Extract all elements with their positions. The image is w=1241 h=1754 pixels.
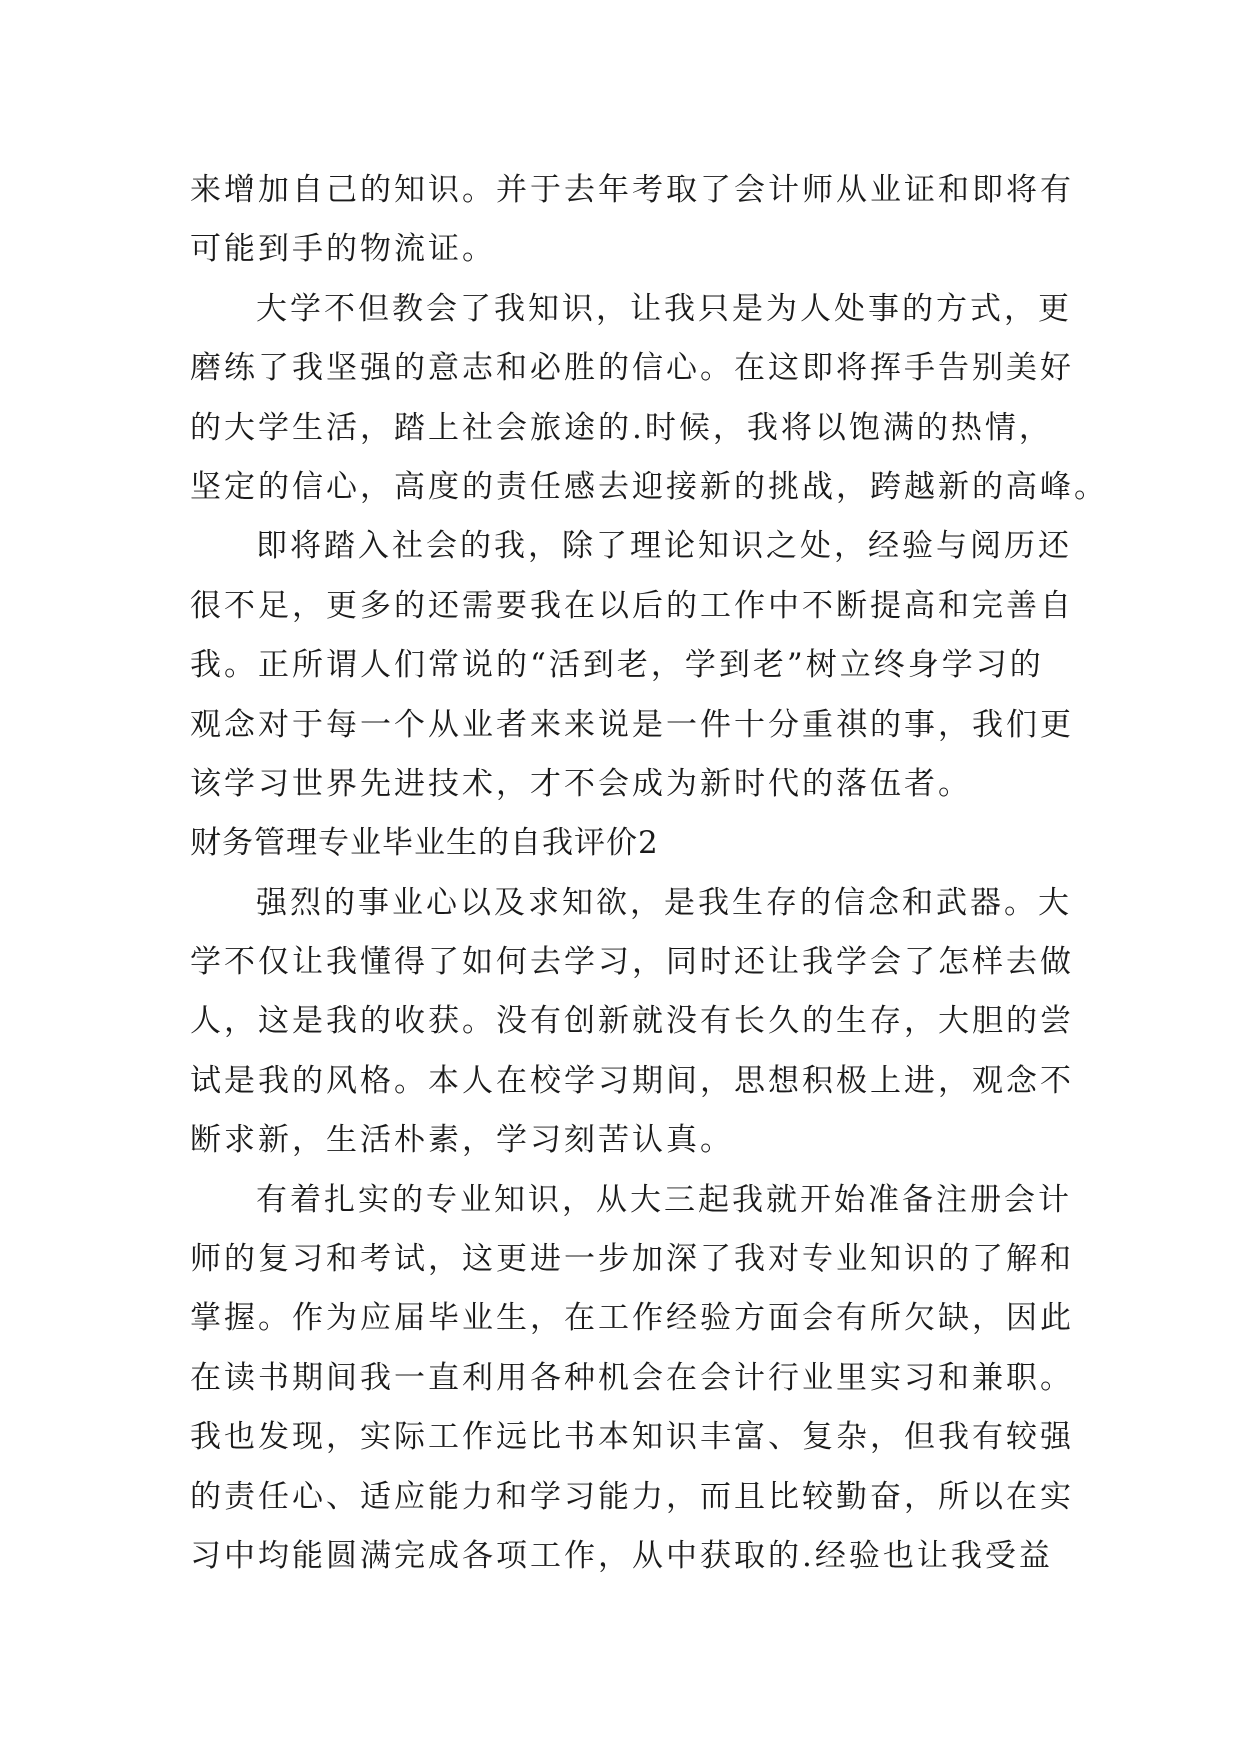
text-line: 学不仅让我懂得了如何去学习，同时还让我学会了怎样去做 bbox=[190, 944, 1074, 981]
text-line: 在读书期间我一直利用各种机会在会计行业里实习和兼职。 bbox=[190, 1359, 1074, 1396]
text-line: 可能到手的物流证。 bbox=[190, 231, 496, 268]
text-line: 试是我的风格。本人在校学习期间，思想积极上进，观念不 bbox=[190, 1062, 1074, 1099]
text-line: 磨练了我坚强的意志和必胜的信心。在这即将挥手告别美好 bbox=[190, 350, 1074, 387]
paragraph-first-line: 大学不但教会了我知识，让我只是为人处事的方式，更 bbox=[256, 290, 1072, 327]
text-line: 我。正所谓人们常说的“活到老，学到老”树立终身学习的 bbox=[190, 647, 1044, 684]
text-line: 断求新，生活朴素，学习刻苦认真。 bbox=[190, 1122, 734, 1159]
text-line: 该学习世界先进技术，才不会成为新时代的落伍者。 bbox=[190, 765, 972, 802]
text-line: 很不足，更多的还需要我在以后的工作中不断提高和完善自 bbox=[190, 587, 1074, 624]
text-line: 掌握。作为应届毕业生，在工作经验方面会有所欠缺，因此 bbox=[190, 1300, 1074, 1337]
document-body bbox=[190, 161, 1108, 1586]
text-line: 的责任心、适应能力和学习能力，而且比较勤奋，所以在实 bbox=[190, 1478, 1074, 1515]
text-line: 观念对于每一个从业者来来说是一件十分重祺的事，我们更 bbox=[190, 706, 1074, 743]
text-line: 习中均能圆满完成各项工作，从中获取的.经验也让我受益 bbox=[190, 1537, 1053, 1574]
paragraph-first-line: 即将踏入社会的我，除了理论知识之处，经验与阅历还 bbox=[256, 528, 1072, 565]
paragraph-first-line: 强烈的事业心以及求知欲，是我生存的信念和武器。大 bbox=[256, 884, 1072, 921]
text-line: 坚定的信心，高度的责任感去迎接新的挑战，跨越新的高峰。 bbox=[190, 468, 1108, 505]
text-line: 人，这是我的收获。没有创新就没有长久的生存，大胆的尝 bbox=[190, 1003, 1074, 1040]
text-line: 我也发现，实际工作远比书本知识丰富、复杂，但我有较强 bbox=[190, 1419, 1074, 1456]
section-heading: 财务管理专业毕业生的自我评价2 bbox=[190, 825, 659, 862]
text-line: 师的复习和考试，这更进一步加深了我对专业知识的了解和 bbox=[190, 1241, 1074, 1278]
text-line: 来增加自己的知识。并于去年考取了会计师从业证和即将有 bbox=[190, 172, 1074, 208]
text-line: 的大学生活，踏上社会旅途的.时候，我将以饱满的热情， bbox=[190, 409, 1053, 446]
paragraph-first-line: 有着扎实的专业知识，从大三起我就开始准备注册会计 bbox=[256, 1181, 1072, 1218]
